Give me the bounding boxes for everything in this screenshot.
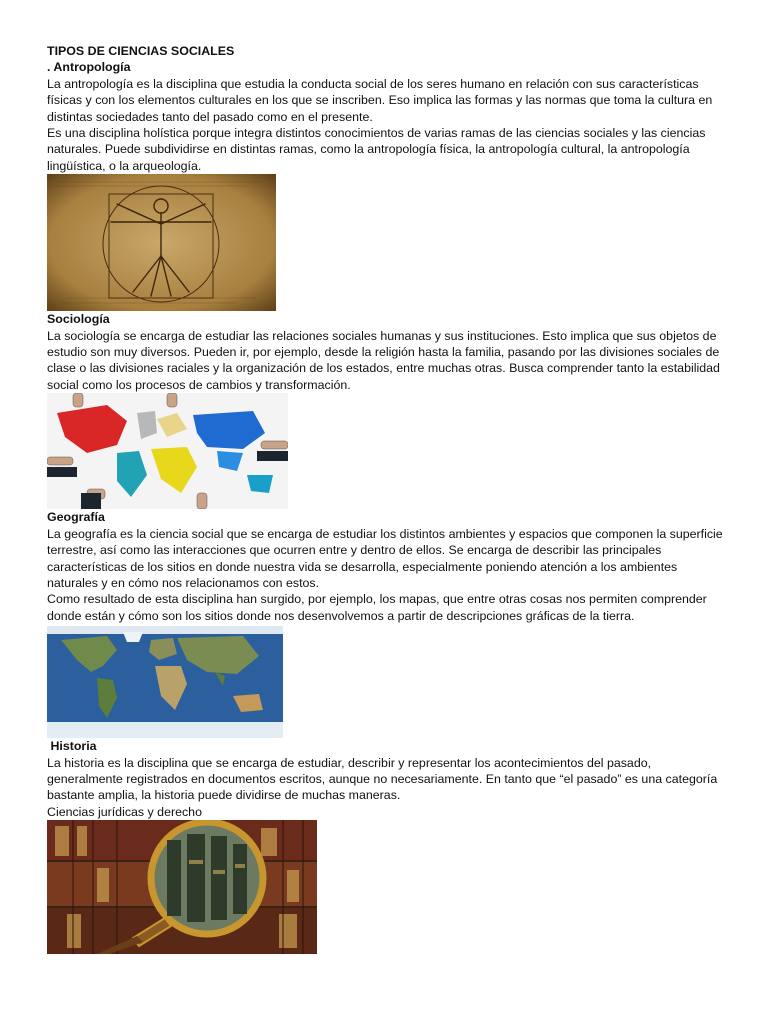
paragraph-historia-1: La historia es la disciplina que se encarga de estudiar, describir y representar los acontecimientos del pasado, generalmente registrados en documentos escritos, aunque no necesariamente. En tanto que “el pasado” es una categoría bastante amplia, la historia puede dividirse de muchas maneras. — [47, 755, 718, 803]
document-body — [47, 43, 727, 954]
heading-antropologia: . Antropología — [47, 60, 131, 75]
world-puzzle-image — [47, 393, 288, 509]
paragraph-sociologia-1: La sociología se encarga de estudiar las relaciones sociales humanas y sus instituciones. Esto implica que sus objetos de estudio son muy diversos. Pueden ir, por ejemplo, desde la religión hasta la familia, pasando por las divisiones sociales de clase o las divisiones raciales y la organización de los estados, entre muchas otras. Busca comprender tanto la estabilidad social como los procesos de cambios y transformación. — [47, 328, 720, 392]
heading-ciencias-juridicas: Ciencias jurídicas y derecho — [47, 804, 202, 819]
world-map-image — [47, 626, 283, 738]
document-title: TIPOS DE CIENCIAS SOCIALES — [47, 44, 235, 58]
paragraph-geografia-1: La geografía es la ciencia social que se encarga de estudiar los distintos ambientes y espacios que componen la superficie terrestre, así como las interacciones que ocurren entre y dentro de ellos. Se encarga de describir las principales características de los sitios en donde nuestra vida se desarrolla, especialmente poniendo atención a los ambientes naturales y en cómo nos relacionamos con estos. — [47, 526, 723, 590]
heading-historia: Historia — [47, 739, 97, 754]
paragraph-antropologia-1: La antropología es la disciplina que estudia la conducta social de los seres humano en relación con sus características físicas y con los elementos culturales en los que se inscriben. Eso implica las formas y las normas que toma la cultura en distintas sociedades tanto del pasado como en el presente. — [47, 76, 713, 124]
paragraph-antropologia-2: Es una disciplina holística porque integra distintos conocimientos de varias ramas de las ciencias sociales y las ciencias naturales. Puede subdividirse en distintas ramas, como la antropología física, la antropología cultural, la antropología lingüística, o la arqueología. — [47, 126, 706, 173]
magnifying-glass-books-image — [47, 820, 317, 954]
vitruvian-man-image — [47, 174, 276, 311]
heading-geografia: Geografía — [47, 510, 105, 525]
paragraph-geografia-2: Como resultado de esta disciplina han surgido, por ejemplo, los mapas, que entre otras cosas nos permiten comprender donde están y cómo son los sitios donde nos desenvolvemos a partir de descripciones gráficas de la tierra. — [47, 592, 707, 623]
heading-sociologia: Sociología — [47, 312, 110, 327]
